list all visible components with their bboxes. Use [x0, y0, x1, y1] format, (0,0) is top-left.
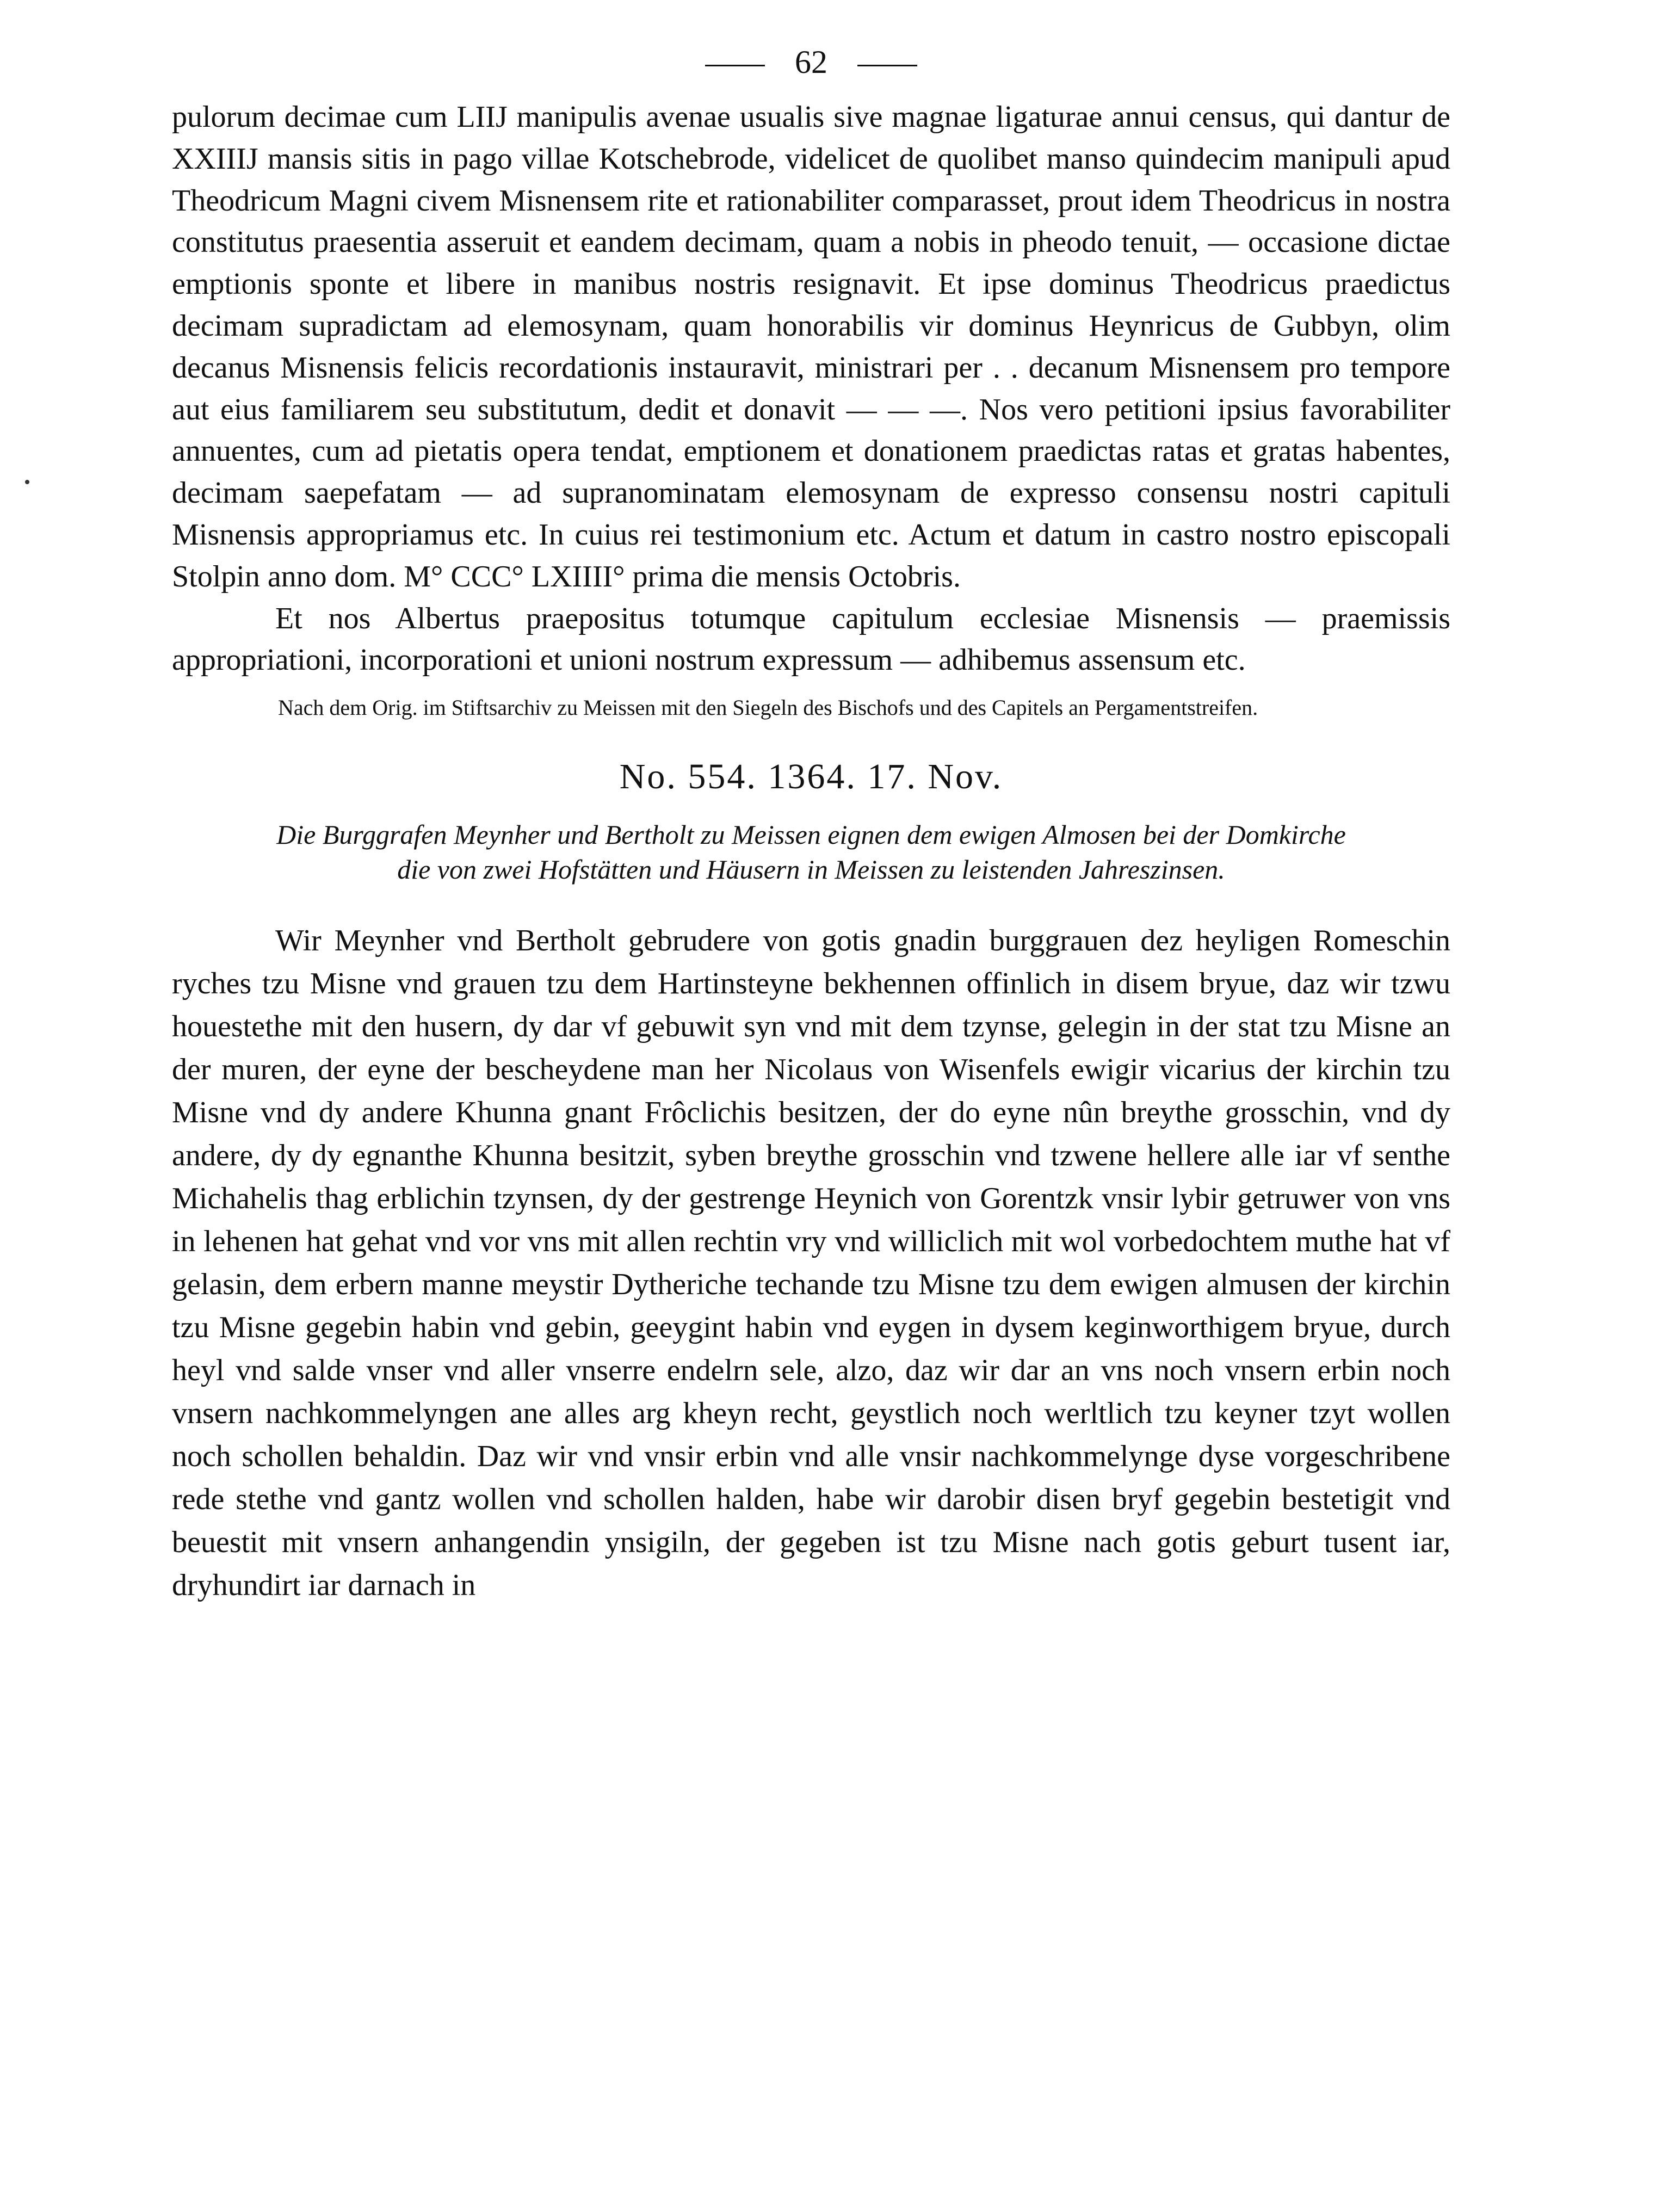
- header-rule-left: [705, 65, 765, 66]
- paragraph-assent: Et nos Albertus praepositus totumque capitulum ecclesiae Misnensis — praemissis appropriationi, incorporationi et unioni nostrum expressum — adhibemus assensum etc.: [172, 601, 1450, 677]
- page-number: 62: [795, 44, 827, 80]
- page-header: [172, 44, 1450, 81]
- document-heading: No. 554. 1364. 17. Nov.: [619, 757, 1003, 797]
- document-summary: [172, 817, 1450, 887]
- header-rule-right: [857, 65, 917, 66]
- summary-line-2: die von zwei Hofstätten und Häusern in Meissen zu leistenden Jahreszinsen.: [397, 854, 1225, 885]
- paragraph-continued: pulorum decimae cum LIIJ manipulis avenae usualis sive magnae ligaturae annui census, qui dantur de XXIIIJ mansis sitis in pago villae Kotschebrode, videlicet de quolibet manso quindecim manipuli apud Theodricum Magni civem Misnensem rite et rationabiliter comparasset, prout idem Theodricus in nostra constitutus praesentia asseruit et eandem decimam, quam a nobis in pheodo tenuit, — occasione dictae emptionis sponte et libere in manibus nostris resignavit. Et ipse dominus Theodricus praedictus decimam supradictam ad elemosynam, quam honorabilis vir dominus Heynricus de Gubbyn, olim decanus Misnensis felicis recordationis instauravit, ministrari per . . decanum Misnensem pro tempore aut eius familiarem seu substitutum, dedit et donavit — — —. Nos vero petitioni ipsius favorabiliter annuentes, cum ad pietatis opera tendat, emptionem et donationem praedictas ratas et gratas habentes, decimam saepefatam — ad supranominatam elemosynam de expresso consensu nostri capituli Misnensis appropriamus etc. In cuius rei testimonium etc. Actum et datum in castro nostro episcopali Stolpin anno dom. M° CCC° LXIIII° prima die mensis Octobris.: [172, 100, 1450, 594]
- page: [172, 44, 1450, 1607]
- margin-speck: [25, 480, 29, 484]
- source-note: Nach dem Orig. im Stiftsarchiv zu Meissen mit den Siegeln des Bischofs und des Capitels an Pergamentstreifen.: [278, 695, 1258, 720]
- document-body: Wir Meynher vnd Bertholt gebrudere von gotis gnadin burggrauen dez heyligen Romeschin ryches tzu Misne vnd grauen tzu dem Hartinsteyne bekhennen offinlich in disem bryue, daz wir tzwu houestethe mit den husern, dy dar vf gebuwit syn vnd mit dem tzynse, gelegin in der stat tzu Misne an der muren, der eyne der bescheydene man her Nicolaus von Wisenfels ewigir vicarius der kirchin tzu Misne vnd dy andere Khunna gnant Frôclichis besitzen, der do eyne nûn breythe grosschin, vnd dy andere, dy dy egnanthe Khunna besitzit, syben breythe grosschin vnd tzwene hellere alle iar vf senthe Michahelis thag erblichin tzynsen, dy der gestrenge Heynich von Gorentzk vnsir lybir getruwer von vns in lehenen hat gehat vnd vor vns mit allen rechtin vry vnd williclich mit wol vorbedochtem muthe hat vf gelasin, dem erbern manne meystir Dytheriche techande tzu Misne tzu dem ewigen almusen der kirchin tzu Misne gegebin habin vnd gebin, geeygint habin vnd eygen in dysem keginworthigem bryue, durch heyl vnd salde vnser vnd aller vnserre endelrn sele, alzo, daz wir dar an vns noch vnsern erbin noch vnsern nachkommelyngen ane alles arg kheyn recht, geystlich noch werltlich tzu keyner tzyt wollen noch schollen behaldin. Daz wir vnd vnsir erbin vnd alle vnsir nachkommelynge dyse vorgeschribene rede stethe vnd gantz wollen vnd schollen halden, habe wir darobir disen bryf gegebin bestetigit vnd beuestit mit vnsern anhangendin ynsigiln, der gegeben ist tzu Misne nach gotis geburt tusent iar, dryhundirt iar darnach in: [172, 924, 1450, 1603]
- summary-line-1: Die Burggrafen Meynher und Bertholt zu Meissen eignen dem ewigen Almosen bei der Domkirche: [276, 819, 1346, 850]
